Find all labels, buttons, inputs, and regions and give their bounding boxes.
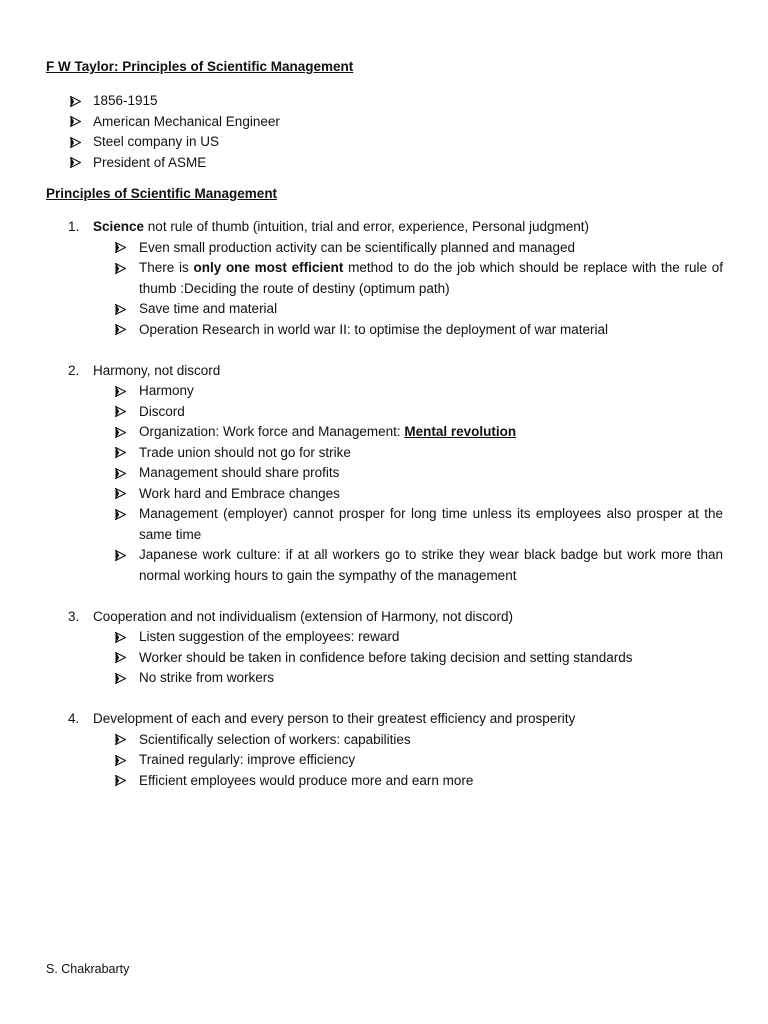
arrowhead-bullet-icon — [115, 422, 129, 443]
document-title: F W Taylor: Principles of Scientific Management — [46, 59, 354, 74]
arrowhead-bullet-icon — [115, 668, 129, 689]
sub-item: Save time and material — [115, 299, 723, 320]
arrowhead-bullet-icon — [70, 112, 84, 133]
principle-heading — [68, 217, 723, 238]
sub-item: Trained regularly: improve efficiency — [115, 750, 723, 771]
sub-item: Trade union should not go for strike — [115, 443, 723, 464]
sub-list — [68, 730, 723, 792]
arrowhead-bullet-icon — [70, 153, 84, 174]
principle-heading — [68, 361, 723, 382]
author-footer: S. Chakrabarty — [46, 962, 130, 976]
sub-item: Scientifically selection of workers: capabilities — [115, 730, 723, 751]
principles-list — [68, 217, 723, 812]
sub-item: Japanese work culture: if at all workers go to strike they wear black badge but work more than normal working hours to gain the sympathy of the management — [115, 545, 723, 586]
intro-item: President of ASME — [70, 153, 280, 174]
arrowhead-bullet-icon — [115, 238, 129, 259]
arrowhead-bullet-icon — [115, 648, 129, 669]
principle-heading-text: Cooperation and not individualism (extension of Harmony, not discord) — [93, 608, 513, 624]
principle-heading — [68, 607, 723, 628]
arrowhead-bullet-icon — [115, 771, 129, 792]
principle-number: 3. — [68, 608, 80, 624]
sub-list — [68, 627, 723, 689]
principle-number: 2. — [68, 362, 80, 378]
sub-item: Worker should be taken in confidence before taking decision and setting standards — [115, 648, 723, 669]
principle-heading-text: not rule of thumb (intuition, trial and error, experience, Personal judgment) — [144, 219, 590, 234]
arrowhead-bullet-icon — [115, 730, 129, 751]
intro-item: Steel company in US — [70, 132, 280, 153]
sub-item: Harmony — [115, 381, 723, 402]
sub-item: Work hard and Embrace changes — [115, 484, 723, 505]
sub-item: Management (employer) cannot prosper for long time unless its employees also prosper at the same time — [115, 504, 723, 545]
arrowhead-bullet-icon — [115, 484, 129, 505]
arrowhead-bullet-icon — [115, 299, 129, 320]
sub-item: Even small production activity can be scientifically planned and managed — [115, 238, 723, 259]
arrowhead-bullet-icon — [115, 258, 129, 279]
principle-number: 4. — [68, 711, 80, 726]
principle-3 — [68, 607, 723, 689]
principle-heading — [68, 709, 723, 730]
sub-list — [68, 238, 723, 341]
arrowhead-bullet-icon — [115, 545, 129, 566]
arrowhead-bullet-icon — [70, 91, 84, 112]
arrowhead-bullet-icon — [115, 402, 129, 423]
arrowhead-bullet-icon — [115, 627, 129, 648]
arrowhead-bullet-icon — [115, 320, 129, 341]
intro-item: American Mechanical Engineer — [70, 112, 280, 133]
sub-item: No strike from workers — [115, 668, 723, 689]
sub-item: Listen suggestion of the employees: reward — [115, 627, 723, 648]
intro-item: 1856-1915 — [70, 91, 280, 112]
arrowhead-bullet-icon — [115, 504, 129, 525]
intro-list — [70, 91, 280, 173]
principle-2 — [68, 361, 723, 587]
principle-4 — [68, 709, 723, 791]
sub-item: Efficient employees would produce more and earn more — [115, 771, 723, 792]
sub-list — [68, 381, 723, 586]
principle-1 — [68, 217, 723, 340]
sub-item: Organization: Work force and Management: Mental revolution — [115, 422, 723, 443]
sub-item: Operation Research in world war II: to optimise the deployment of war material — [115, 320, 723, 341]
arrowhead-bullet-icon — [115, 443, 129, 464]
arrowhead-bullet-icon — [115, 750, 129, 771]
principle-heading-text: Development of each and every person to their greatest efficiency and prosperity — [93, 711, 576, 726]
arrowhead-bullet-icon — [70, 132, 84, 153]
principle-heading-text: Harmony, not discord — [93, 362, 221, 378]
arrowhead-bullet-icon — [115, 463, 129, 484]
sub-item: Discord — [115, 402, 723, 423]
sub-item: Management should share profits — [115, 463, 723, 484]
section-heading: Principles of Scientific Management — [46, 186, 278, 201]
arrowhead-bullet-icon — [115, 381, 129, 402]
sub-item: There is only one most efficient method to do the job which should be replace with the rule of thumb :Deciding the route of destiny (optimum path) — [115, 258, 723, 299]
principle-keyword: Science — [93, 219, 145, 234]
principle-number: 1. — [68, 219, 80, 234]
